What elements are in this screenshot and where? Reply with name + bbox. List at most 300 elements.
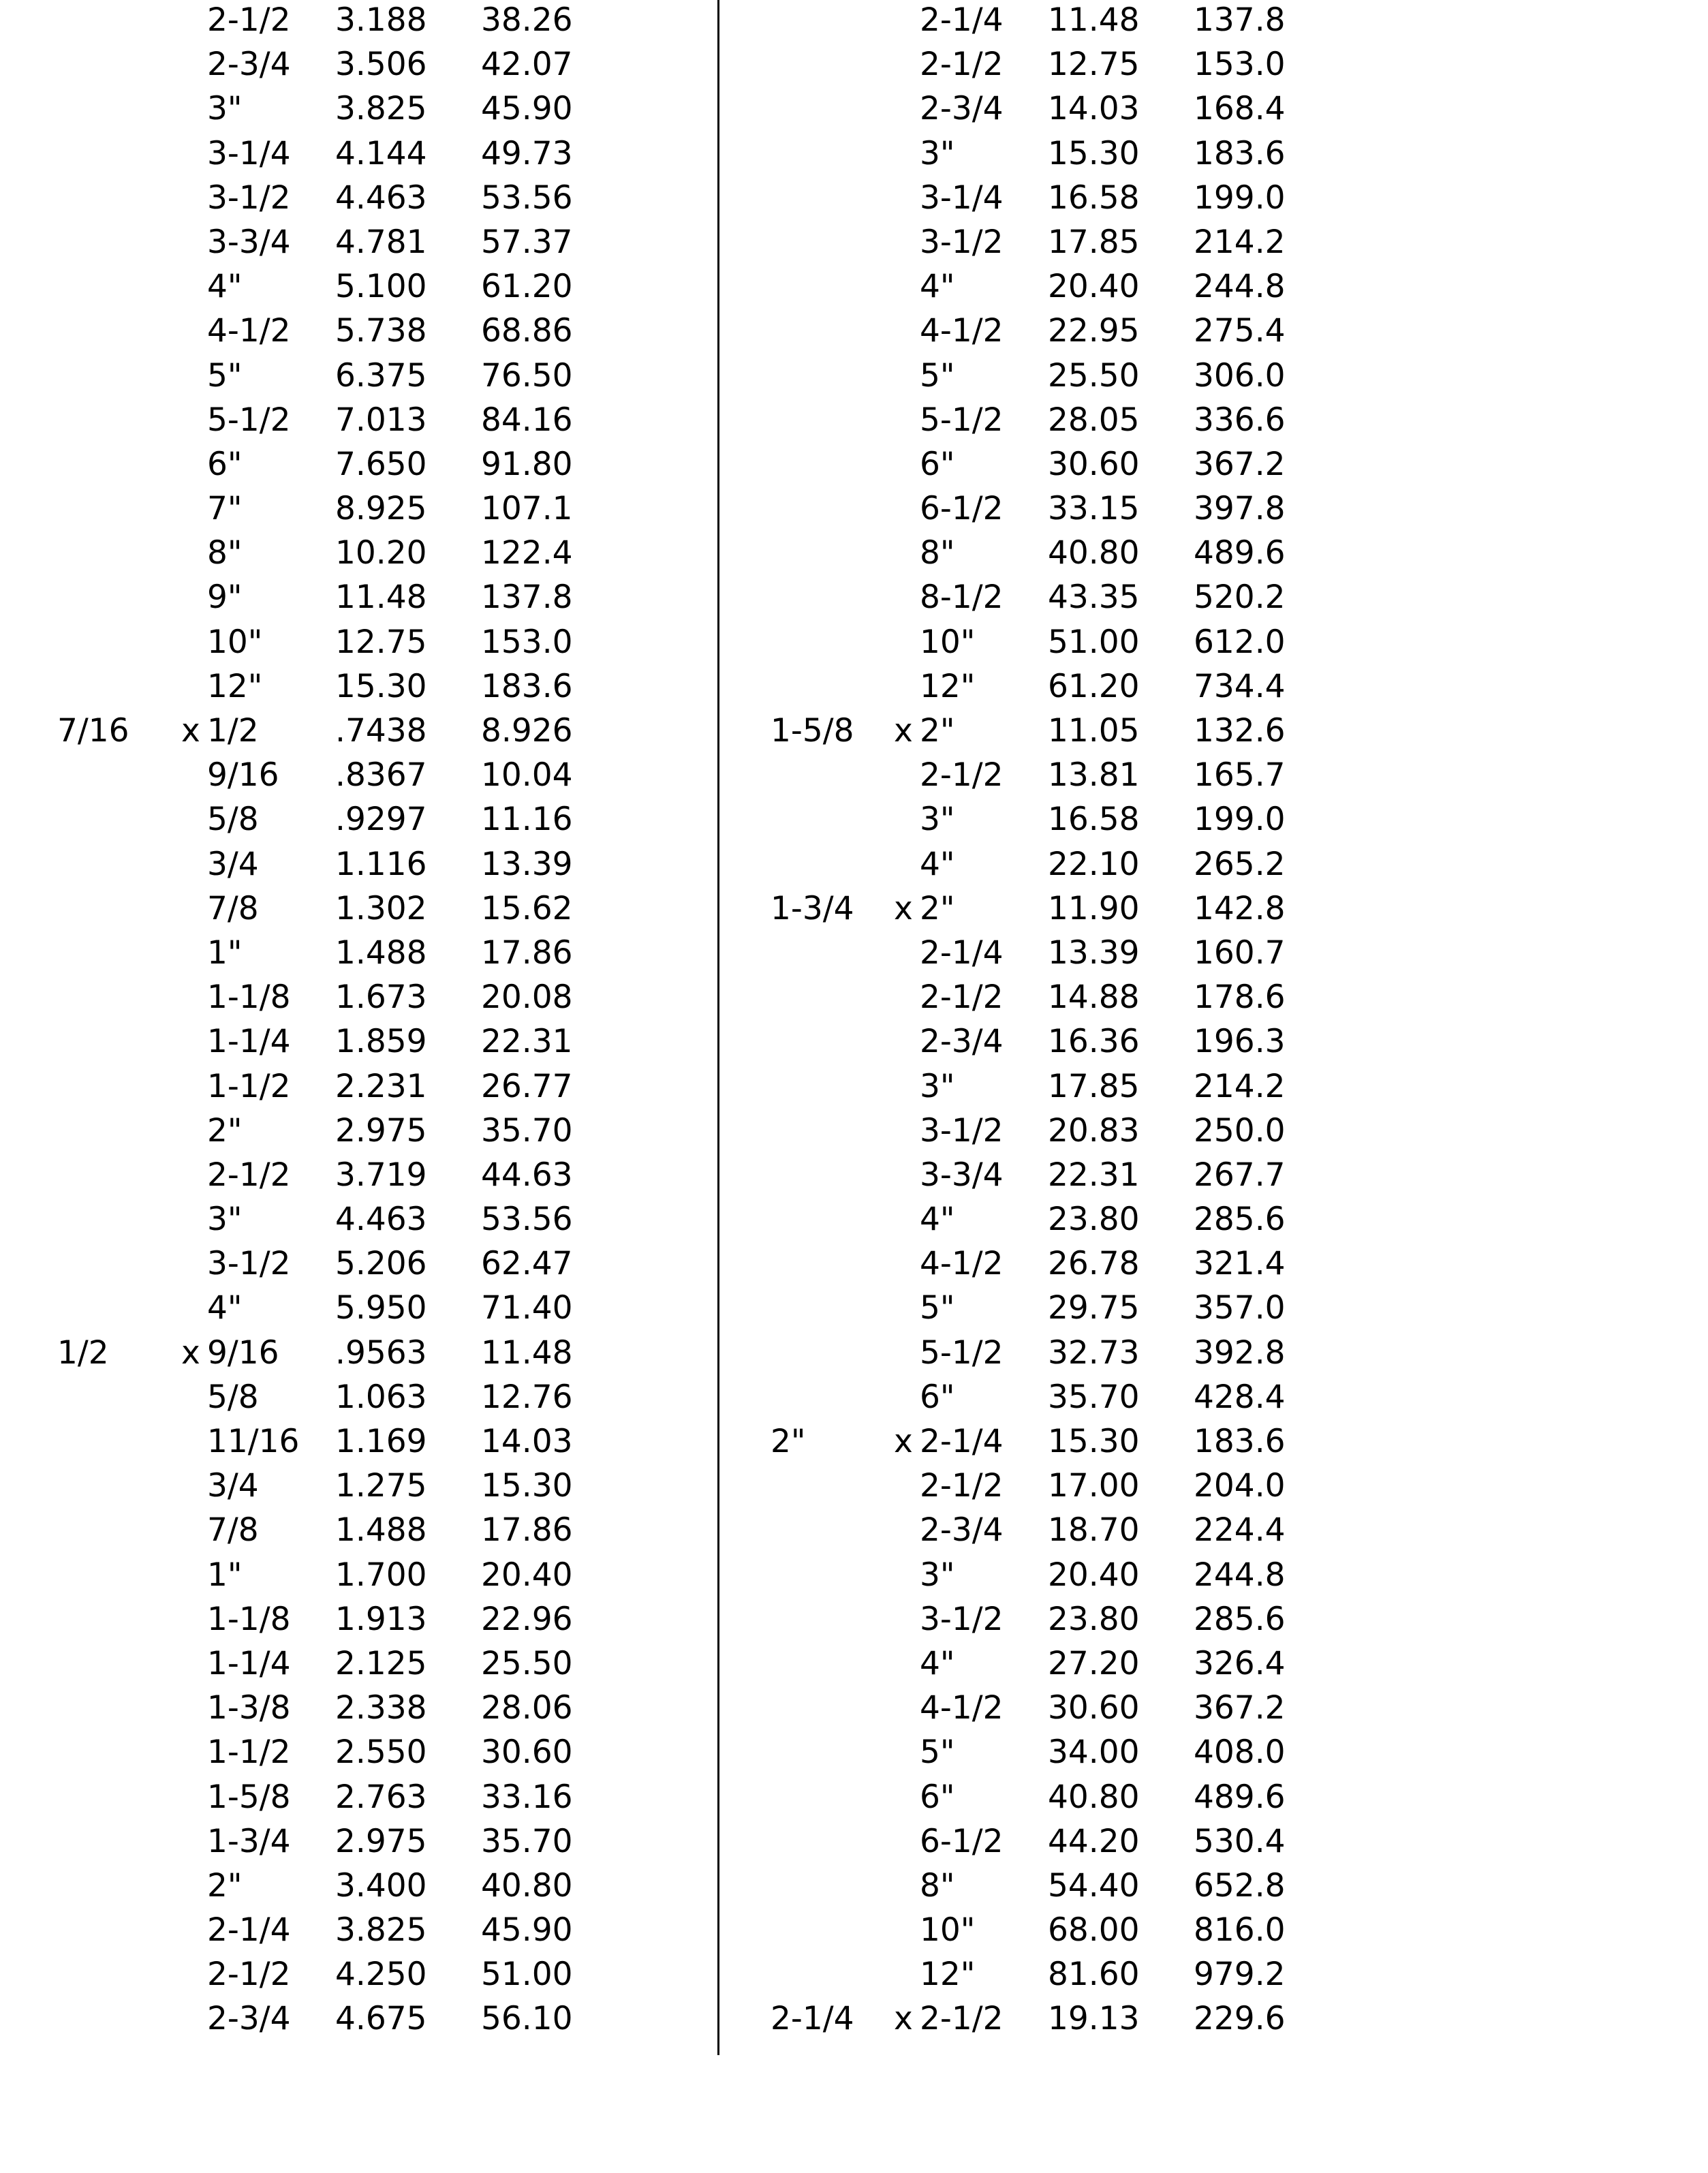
value-cell: 45.90 — [481, 1911, 573, 1949]
value-cell: 17.86 — [481, 1511, 573, 1550]
table-row — [0, 1819, 709, 1864]
value-cell: 33.16 — [481, 1778, 573, 1816]
table-row — [0, 664, 709, 709]
thickness-cell: 1-5/8 — [771, 712, 854, 750]
value-cell: 16.36 — [1048, 1023, 1140, 1061]
value-cell: 28.06 — [481, 1689, 573, 1727]
value-cell: 13.39 — [481, 845, 573, 883]
value-cell: 250.0 — [1194, 1111, 1286, 1150]
value-cell: 34.00 — [1048, 1733, 1140, 1772]
value-cell: 5.738 — [335, 312, 427, 350]
by-separator-cell: x — [181, 712, 200, 750]
value-cell: 1.673 — [335, 978, 427, 1017]
value-cell: 224.4 — [1194, 1511, 1286, 1550]
value-cell: 1.169 — [335, 1423, 427, 1460]
table-row — [722, 1908, 1472, 1952]
table-row — [722, 797, 1472, 842]
width-cell: 3-1/2 — [920, 223, 1004, 261]
value-cell: 183.6 — [1194, 1423, 1286, 1460]
width-cell: 3-3/4 — [920, 1156, 1004, 1194]
value-cell: 23.80 — [1048, 1201, 1140, 1239]
value-cell: 11.16 — [481, 801, 573, 839]
value-cell: 61.20 — [481, 268, 573, 306]
value-cell: .9297 — [335, 801, 427, 839]
value-cell: 367.2 — [1194, 1689, 1286, 1727]
value-cell: 23.80 — [1048, 1600, 1140, 1638]
value-cell: 15.62 — [481, 889, 573, 927]
value-cell: 4.463 — [335, 179, 427, 217]
value-cell: 68.00 — [1048, 1911, 1140, 1949]
width-cell: 8" — [920, 1866, 955, 1905]
value-cell: 15.30 — [481, 1467, 573, 1505]
value-cell: 5.950 — [335, 1289, 427, 1327]
width-cell: 3/4 — [207, 1467, 259, 1505]
value-cell: 12.76 — [481, 1378, 573, 1416]
width-cell: 1" — [207, 934, 243, 972]
table-row — [0, 709, 709, 753]
width-cell: 2-1/2 — [920, 756, 1004, 795]
table-row — [722, 1775, 1472, 1819]
value-cell: 10.20 — [335, 534, 427, 572]
width-cell: 2-3/4 — [207, 2000, 291, 2038]
value-cell: 51.00 — [481, 1956, 573, 1994]
value-cell: 28.05 — [1048, 401, 1140, 439]
table-row — [0, 1375, 709, 1419]
value-cell: 2.550 — [335, 1733, 427, 1772]
value-cell: 8.925 — [335, 490, 427, 528]
table-row — [722, 753, 1472, 797]
value-cell: 7.013 — [335, 401, 427, 439]
width-cell: 10" — [920, 623, 976, 661]
table-row — [0, 975, 709, 1019]
value-cell: 244.8 — [1194, 268, 1286, 306]
value-cell: 16.58 — [1048, 179, 1140, 217]
table-row — [722, 1064, 1472, 1109]
width-cell: 5" — [920, 1289, 955, 1327]
value-cell: 44.63 — [481, 1156, 573, 1194]
value-cell: 35.70 — [481, 1822, 573, 1860]
table-row — [0, 1508, 709, 1552]
table-row — [0, 1109, 709, 1153]
value-cell: 397.8 — [1194, 490, 1286, 528]
value-cell: 22.31 — [481, 1023, 573, 1061]
value-cell: 530.4 — [1194, 1822, 1286, 1860]
width-cell: 1" — [207, 1556, 243, 1594]
value-cell: 326.4 — [1194, 1644, 1286, 1682]
value-cell: 367.2 — [1194, 445, 1286, 483]
value-cell: 1.063 — [335, 1378, 427, 1416]
table-row — [722, 1419, 1472, 1464]
value-cell: 275.4 — [1194, 312, 1286, 350]
by-separator-cell: x — [894, 712, 913, 750]
table-row — [0, 575, 709, 619]
table-row — [0, 1997, 709, 2041]
width-cell: 1-3/4 — [207, 1822, 291, 1860]
width-cell: 8" — [207, 534, 243, 572]
table-row — [722, 1286, 1472, 1330]
table-row — [722, 176, 1472, 220]
width-cell: 5/8 — [207, 801, 259, 839]
value-cell: 32.73 — [1048, 1334, 1140, 1372]
value-cell: 54.40 — [1048, 1866, 1140, 1905]
value-cell: 132.6 — [1194, 712, 1286, 750]
value-cell: 30.60 — [1048, 445, 1140, 483]
value-cell: 30.60 — [481, 1733, 573, 1772]
thickness-cell: 1-3/4 — [771, 889, 854, 927]
width-cell: 2-1/2 — [207, 1156, 291, 1194]
width-cell: 3" — [920, 1067, 955, 1105]
table-row — [722, 1153, 1472, 1197]
value-cell: 2.975 — [335, 1822, 427, 1860]
table-row — [722, 1375, 1472, 1419]
value-cell: 122.4 — [481, 534, 573, 572]
table-row — [0, 309, 709, 353]
width-cell: 5" — [207, 356, 243, 395]
table-row — [722, 87, 1472, 131]
table-row — [722, 1197, 1472, 1242]
table-row — [722, 1642, 1472, 1686]
width-cell: 4" — [207, 1289, 243, 1327]
width-cell: 2" — [920, 889, 955, 927]
width-cell: 2-1/2 — [207, 1, 291, 39]
value-cell: 652.8 — [1194, 1866, 1286, 1905]
value-cell: 229.6 — [1194, 2000, 1286, 2038]
table-row — [0, 797, 709, 842]
table-row — [0, 132, 709, 176]
value-cell: 18.70 — [1048, 1511, 1140, 1550]
value-cell: 137.8 — [1194, 1, 1286, 39]
value-cell: 20.83 — [1048, 1111, 1140, 1150]
table-row — [722, 664, 1472, 709]
value-cell: 142.8 — [1194, 889, 1286, 927]
table-row — [722, 1819, 1472, 1864]
width-cell: 9/16 — [207, 756, 279, 795]
width-cell: 9" — [207, 579, 243, 617]
value-cell: 734.4 — [1194, 667, 1286, 705]
table-row — [0, 931, 709, 975]
value-cell: 11.90 — [1048, 889, 1140, 927]
table-row — [0, 1775, 709, 1819]
right-table-column — [722, 0, 1472, 2041]
width-cell: 9/16 — [207, 1334, 279, 1372]
value-cell: 2.975 — [335, 1111, 427, 1150]
value-cell: 43.35 — [1048, 579, 1140, 617]
table-row — [722, 709, 1472, 753]
value-cell: 35.70 — [481, 1111, 573, 1150]
value-cell: 1.116 — [335, 845, 427, 883]
value-cell: 160.7 — [1194, 934, 1286, 972]
table-row — [0, 42, 709, 87]
width-cell: 3-1/4 — [207, 134, 291, 172]
column-divider — [717, 0, 719, 2055]
value-cell: .7438 — [335, 712, 427, 750]
value-cell: 612.0 — [1194, 623, 1286, 661]
table-row — [0, 1686, 709, 1730]
width-cell: 4" — [920, 1644, 955, 1682]
width-cell: 2-1/4 — [207, 1911, 291, 1949]
table-row — [722, 1242, 1472, 1286]
table-row — [722, 1109, 1472, 1153]
value-cell: 8.926 — [481, 712, 573, 750]
width-cell: 6" — [920, 1378, 955, 1416]
value-cell: 22.10 — [1048, 845, 1140, 883]
value-cell: .8367 — [335, 756, 427, 795]
value-cell: 20.08 — [481, 978, 573, 1017]
value-cell: 40.80 — [1048, 534, 1140, 572]
table-row — [0, 398, 709, 442]
width-cell: 12" — [920, 667, 976, 705]
width-cell: 4-1/2 — [207, 312, 291, 350]
value-cell: 321.4 — [1194, 1245, 1286, 1283]
table-row — [0, 1197, 709, 1242]
table-row — [0, 1952, 709, 1997]
table-row — [722, 975, 1472, 1019]
left-table-column — [0, 0, 709, 2041]
value-cell: 168.4 — [1194, 90, 1286, 128]
width-cell: 12" — [207, 667, 263, 705]
width-cell: 1-1/4 — [207, 1023, 291, 1061]
width-cell: 2-3/4 — [920, 1511, 1004, 1550]
table-row — [722, 1508, 1472, 1552]
table-row — [722, 264, 1472, 309]
width-cell: 12" — [920, 1956, 976, 1994]
value-cell: 15.30 — [335, 667, 427, 705]
value-cell: 84.16 — [481, 401, 573, 439]
value-cell: 51.00 — [1048, 623, 1140, 661]
width-cell: 3" — [207, 1201, 243, 1239]
thickness-cell: 2" — [771, 1423, 806, 1460]
value-cell: 489.6 — [1194, 1778, 1286, 1816]
width-cell: 6-1/2 — [920, 490, 1004, 528]
value-cell: 199.0 — [1194, 801, 1286, 839]
value-cell: 137.8 — [481, 579, 573, 617]
table-row — [0, 1242, 709, 1286]
width-cell: 2-3/4 — [207, 46, 291, 84]
thickness-cell: 1/2 — [57, 1334, 109, 1372]
value-cell: 14.88 — [1048, 978, 1140, 1017]
width-cell: 1-5/8 — [207, 1778, 291, 1816]
width-cell: 2-1/2 — [920, 1467, 1004, 1505]
value-cell: 26.77 — [481, 1067, 573, 1105]
value-cell: 153.0 — [481, 623, 573, 661]
value-cell: 357.0 — [1194, 1289, 1286, 1327]
width-cell: 6" — [920, 445, 955, 483]
value-cell: 336.6 — [1194, 401, 1286, 439]
value-cell: 16.58 — [1048, 801, 1140, 839]
value-cell: 214.2 — [1194, 223, 1286, 261]
table-row — [722, 1553, 1472, 1597]
value-cell: 11.48 — [481, 1334, 573, 1372]
value-cell: 11.48 — [1048, 1, 1140, 39]
table-row — [0, 842, 709, 887]
width-cell: 3-1/2 — [207, 179, 291, 217]
table-row — [0, 220, 709, 264]
table-row — [722, 1952, 1472, 1997]
width-cell: 1-1/4 — [207, 1644, 291, 1682]
width-cell: 2-1/2 — [920, 46, 1004, 84]
table-row — [0, 1419, 709, 1464]
width-cell: 1/2 — [207, 712, 259, 750]
value-cell: 49.73 — [481, 134, 573, 172]
value-cell: 19.13 — [1048, 2000, 1140, 2038]
value-cell: 3.825 — [335, 90, 427, 128]
value-cell: 61.20 — [1048, 667, 1140, 705]
value-cell: 22.96 — [481, 1600, 573, 1638]
width-cell: 6" — [207, 445, 243, 483]
value-cell: 204.0 — [1194, 1467, 1286, 1505]
width-cell: 3-1/2 — [920, 1600, 1004, 1638]
thickness-cell: 7/16 — [57, 712, 129, 750]
value-cell: 12.75 — [1048, 46, 1140, 84]
table-row — [0, 887, 709, 931]
table-row — [722, 1331, 1472, 1375]
value-cell: .9563 — [335, 1334, 427, 1372]
width-cell: 1-1/8 — [207, 978, 291, 1017]
value-cell: 15.30 — [1048, 1423, 1140, 1460]
width-cell: 3-1/2 — [920, 1111, 1004, 1150]
table-row — [722, 575, 1472, 619]
table-row — [722, 42, 1472, 87]
value-cell: 196.3 — [1194, 1023, 1286, 1061]
value-cell: 5.100 — [335, 268, 427, 306]
thickness-cell: 2-1/4 — [771, 2000, 854, 2038]
width-cell: 4" — [920, 268, 955, 306]
value-cell: 153.0 — [1194, 46, 1286, 84]
value-cell: 25.50 — [1048, 356, 1140, 395]
table-row — [722, 1464, 1472, 1508]
table-row — [722, 1597, 1472, 1642]
width-cell: 3" — [920, 1556, 955, 1594]
value-cell: 183.6 — [481, 667, 573, 705]
value-cell: 15.30 — [1048, 134, 1140, 172]
table-row — [722, 1864, 1472, 1908]
value-cell: 199.0 — [1194, 179, 1286, 217]
value-cell: 816.0 — [1194, 1911, 1286, 1949]
table-row — [722, 842, 1472, 887]
table-row — [0, 1019, 709, 1064]
table-row — [722, 1019, 1472, 1064]
value-cell: 33.15 — [1048, 490, 1140, 528]
width-cell: 2-1/2 — [207, 1956, 291, 1994]
value-cell: 22.31 — [1048, 1156, 1140, 1194]
value-cell: 71.40 — [481, 1289, 573, 1327]
width-cell: 2-1/4 — [920, 934, 1004, 972]
value-cell: 1.488 — [335, 934, 427, 972]
table-row — [722, 1686, 1472, 1730]
value-cell: 520.2 — [1194, 579, 1286, 617]
width-cell: 4" — [920, 845, 955, 883]
width-cell: 5" — [920, 356, 955, 395]
width-cell: 4-1/2 — [920, 312, 1004, 350]
width-cell: 3" — [920, 801, 955, 839]
value-cell: 30.60 — [1048, 1689, 1140, 1727]
table-row — [0, 1286, 709, 1330]
table-row — [0, 0, 709, 42]
table-row — [0, 1464, 709, 1508]
value-cell: 1.275 — [335, 1467, 427, 1505]
width-cell: 2-3/4 — [920, 1023, 1004, 1061]
width-cell: 4-1/2 — [920, 1245, 1004, 1283]
width-cell: 8-1/2 — [920, 579, 1004, 617]
width-cell: 2" — [207, 1111, 243, 1150]
width-cell: 2-1/4 — [920, 1, 1004, 39]
width-cell: 3-1/4 — [920, 179, 1004, 217]
value-cell: 68.86 — [481, 312, 573, 350]
table-row — [0, 753, 709, 797]
value-cell: 53.56 — [481, 1201, 573, 1239]
value-cell: 14.03 — [1048, 90, 1140, 128]
width-cell: 1-1/8 — [207, 1600, 291, 1638]
value-cell: 45.90 — [481, 90, 573, 128]
width-cell: 11/16 — [207, 1423, 300, 1460]
value-cell: 4.675 — [335, 2000, 427, 2038]
width-cell: 5/8 — [207, 1378, 259, 1416]
value-cell: 13.39 — [1048, 934, 1140, 972]
value-cell: 2.763 — [335, 1778, 427, 1816]
table-row — [722, 442, 1472, 487]
width-cell: 2-1/2 — [920, 978, 1004, 1017]
value-cell: 57.37 — [481, 223, 573, 261]
value-cell: 2.125 — [335, 1644, 427, 1682]
value-cell: 3.506 — [335, 46, 427, 84]
value-cell: 5.206 — [335, 1245, 427, 1283]
value-cell: 35.70 — [1048, 1378, 1140, 1416]
table-row — [722, 620, 1472, 664]
value-cell: 40.80 — [481, 1866, 573, 1905]
table-row — [0, 1730, 709, 1774]
value-cell: 7.650 — [335, 445, 427, 483]
table-row — [722, 887, 1472, 931]
value-cell: 17.85 — [1048, 223, 1140, 261]
table-row — [722, 132, 1472, 176]
value-cell: 979.2 — [1194, 1956, 1286, 1994]
width-cell: 3-1/2 — [207, 1245, 291, 1283]
table-row — [0, 1331, 709, 1375]
value-cell: 4.463 — [335, 1201, 427, 1239]
value-cell: 4.781 — [335, 223, 427, 261]
width-cell: 5" — [920, 1733, 955, 1772]
width-cell: 2-1/4 — [920, 1423, 1004, 1460]
width-cell: 3/4 — [207, 845, 259, 883]
value-cell: 53.56 — [481, 179, 573, 217]
width-cell: 1-1/2 — [207, 1733, 291, 1772]
table-row — [722, 220, 1472, 264]
table-row — [0, 1153, 709, 1197]
value-cell: 62.47 — [481, 1245, 573, 1283]
by-separator-cell: x — [894, 889, 913, 927]
width-cell: 4" — [207, 268, 243, 306]
table-row — [0, 1597, 709, 1642]
value-cell: 29.75 — [1048, 1289, 1140, 1327]
value-cell: 20.40 — [1048, 1556, 1140, 1594]
value-cell: 17.86 — [481, 934, 573, 972]
width-cell: 6" — [920, 1778, 955, 1816]
width-cell: 7/8 — [207, 1511, 259, 1550]
width-cell: 5-1/2 — [920, 1334, 1004, 1372]
value-cell: 1.700 — [335, 1556, 427, 1594]
table-row — [722, 398, 1472, 442]
value-cell: 244.8 — [1194, 1556, 1286, 1594]
width-cell: 2-3/4 — [920, 90, 1004, 128]
table-row — [722, 1730, 1472, 1774]
value-cell: 214.2 — [1194, 1067, 1286, 1105]
value-cell: 11.48 — [335, 579, 427, 617]
value-cell: 306.0 — [1194, 356, 1286, 395]
value-cell: 3.400 — [335, 1866, 427, 1905]
value-cell: 3.825 — [335, 1911, 427, 1949]
width-cell: 1-3/8 — [207, 1689, 291, 1727]
value-cell: 11.05 — [1048, 712, 1140, 750]
